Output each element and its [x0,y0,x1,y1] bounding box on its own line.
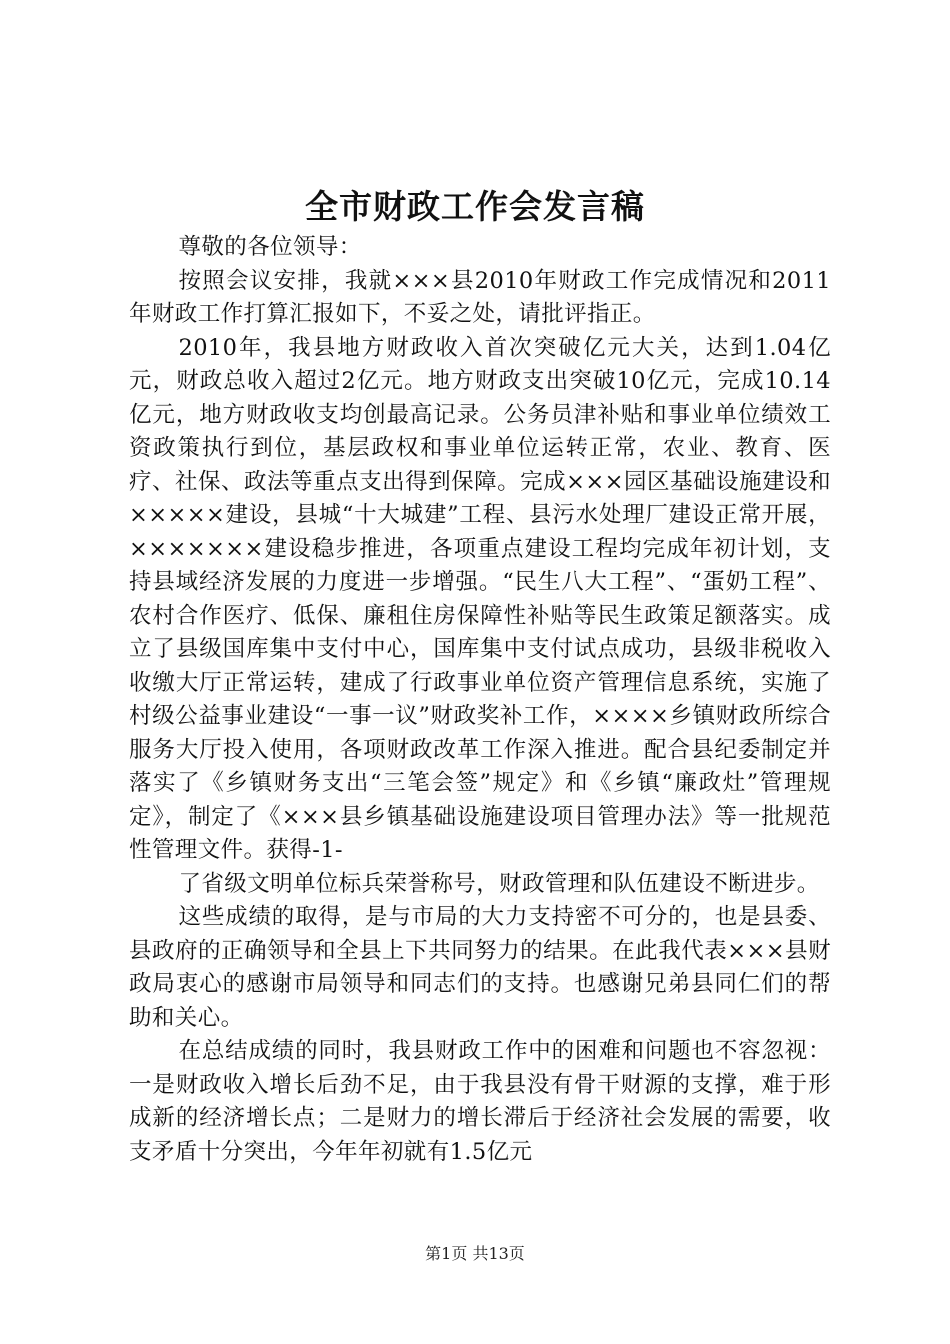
salutation-paragraph: 尊敬的各位领导： [178,234,362,260]
continuation-paragraph: 了省级文明单位标兵荣誉称号，财政管理和队伍建设不断进步。 [178,870,820,897]
achievements-paragraph: 2010年，我县地方财政收入首次突破亿元大关，达到1.04亿元，财政总收入超过2亿元。地方财政支出突破10亿元，完成10.14亿元，地方财政收支均创最高记录。公务员津补贴和事业单位绩效工资政策执行到位，基层政权和事业单位运转正常，农业、教育、医疗、社保、政法等重点支出得到保障。完成×××园区基础设施建设和×××××建设，县城“十大城建”工程、县污水处理厂建设正常开展，×××××××建设稳步推进，各项重点建设工程均完成年初计划，支持县域经济发展的力度进一步增强。“民生八大工程”、“蛋奶工程”、农村合作医疗、低保、廉租住房保障性补贴等民生政策足额落实。成立了县级国库集中支付中心，国库集中支付试点成功，县级非税收入收缴大厅正常运转，建成了行政事业单位资产管理信息系统，实施了村级公益事业建设“一事一议”财政奖补工作，××××乡镇财政所综合服务大厅投入使用，各项财政改革工作深入推进。配合县纪委制定并落实了《乡镇财务支出“三笔会签”规定》和《乡镇“廉政灶”管理规定》，制定了《×××县乡镇基础设施建设项目管理办法》等一批规范性管理文件。获得-1- [129,334,831,863]
document-title: 全市财政工作会发言稿 [305,187,645,226]
document-body [129,231,831,1169]
intro-paragraph: 按照会议安排，我就×××县2010年财政工作完成情况和2011年财政工作打算汇报如下，不妥之处，请批评指正。 [129,267,831,327]
thanks-paragraph: 这些成绩的取得，是与市局的大力支持密不可分的，也是县委、县政府的正确领导和全县上下共同努力的结果。在此我代表×××县财政局衷心的感谢市局领导和同志们的支持。也感谢兄弟县同仁们的帮助和关心。 [129,904,831,1031]
page-number-footer: 第1页 共13页 [425,1244,525,1263]
problems-paragraph: 在总结成绩的同时，我县财政工作中的困难和问题也不容忽视：一是财政收入增长后劲不足，由于我县没有骨干财源的支撑，难于形成新的经济增长点；二是财力的增长滞后于经济社会发展的需要，收支矛盾十分突出，今年年初就有1.5亿元 [129,1038,831,1165]
